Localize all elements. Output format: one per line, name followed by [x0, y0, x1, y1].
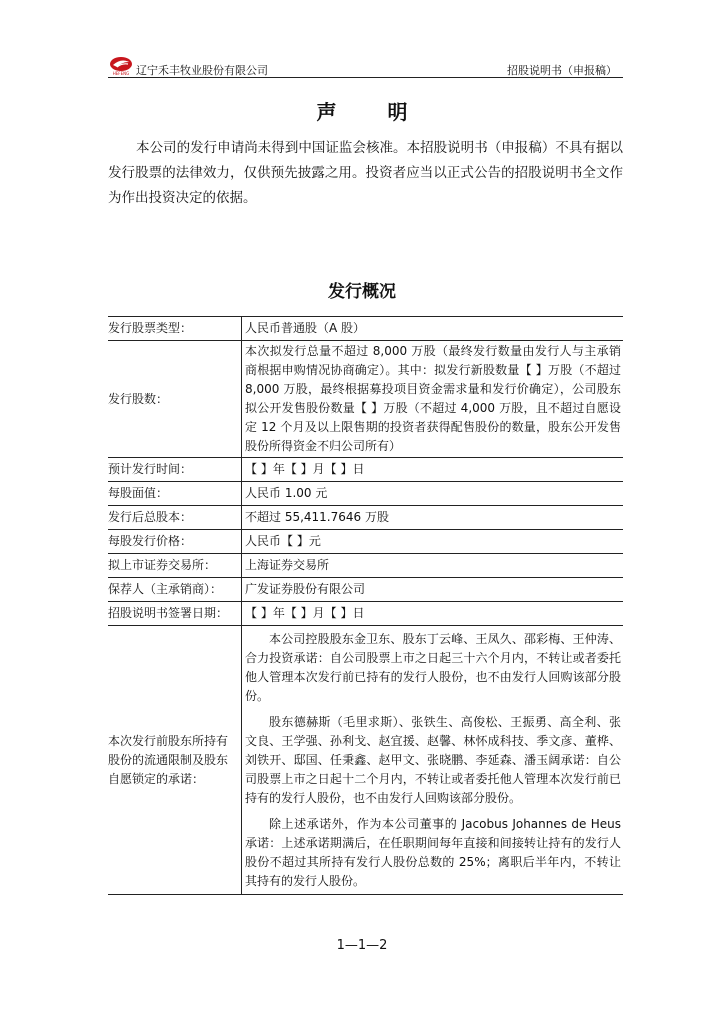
- row-value: 【 】年【 】月【 】日: [242, 458, 624, 482]
- row-value: 人民币 1.00 元: [242, 482, 624, 506]
- table-row-lockup: [108, 626, 623, 895]
- logo-text: HEFENG: [112, 71, 130, 76]
- lockup-paragraph: 本公司控股股东金卫东、股东丁云峰、王凤久、邵彩梅、王仲涛、合力投资承诺：自公司股票上市之日起三十六个月内，不转让或者委托他人管理本次发行前已持有的发行人股份，也不由发行人回购该部分股份。: [245, 632, 621, 703]
- table-row: [108, 578, 623, 602]
- row-label: 每股面值：: [108, 482, 242, 506]
- row-value: 【 】年【 】月【 】日: [242, 602, 624, 626]
- row-label: 招股说明书签署日期：: [108, 602, 242, 626]
- offering-overview-table: [108, 316, 623, 895]
- row-value: 本次拟发行总量不超过 8,000 万股（最终发行数量由发行人与主承销商根据申购情况协商确定）。其中：拟发行新股数量【 】万股（不超过 8,000 万股，最终根据募投项目资金需求量和发行价确定），公司股东拟公开发售股份数量【 】万股（不超过 4,000 万股，且不超过自愿设定 12 个月及以上限售期的投资者获得配售股份的数量，股东公开发售股份所得资金不归公司所有）: [242, 341, 624, 458]
- company-name: 辽宁禾丰牧业股份有限公司: [136, 64, 268, 77]
- table-row: [108, 317, 623, 341]
- table-row: [108, 341, 623, 458]
- overview-title: 发行概况: [328, 282, 396, 302]
- row-label: 保荐人（主承销商）：: [108, 578, 242, 602]
- table-row: [108, 530, 623, 554]
- page-header: [108, 56, 623, 76]
- row-value: 人民币【 】元: [242, 530, 624, 554]
- row-label: 每股发行价格：: [108, 530, 242, 554]
- row-value: 上海证券交易所: [242, 554, 624, 578]
- row-label: 发行后总股本：: [108, 506, 242, 530]
- row-value: 人民币普通股（A 股）: [242, 317, 624, 341]
- header-divider: [108, 77, 623, 78]
- table-row: [108, 554, 623, 578]
- lockup-paragraph: 除上述承诺外，作为本公司董事的 Jacobus Johannes de Heus 承诺：上述承诺期满后，在任职期间每年直接和间接转让持有的发行人股份不超过其所持有发行人股份总数的 25%；离职后半年内，不转让其持有的发行人股份。: [245, 817, 621, 888]
- row-label: 预计发行时间：: [108, 458, 242, 482]
- table-row: [108, 506, 623, 530]
- lockup-paragraph: 股东德赫斯（毛里求斯）、张铁生、高俊松、王振勇、高全利、张文良、王学强、孙利戈、赵宜援、赵馨、林怀成科技、季文彦、董桦、刘铁开、邸国、任秉鑫、赵甲文、张晓鹏、李延森、潘玉阔承诺：自公司股票上市之日起十二个月内，不转让或者委托他人管理本次发行前已持有的发行人股份，也不由发行人回购该部分股份。: [245, 715, 621, 805]
- row-value: 广发证券股份有限公司: [242, 578, 624, 602]
- row-value: 不超过 55,411.7646 万股: [242, 506, 624, 530]
- row-label: 发行股票类型：: [108, 317, 242, 341]
- company-logo-icon: [108, 56, 134, 76]
- row-label: 拟上市证券交易所：: [108, 554, 242, 578]
- declaration-title: 声 明: [316, 100, 430, 124]
- table-row: [108, 458, 623, 482]
- lockup-commitments: [242, 626, 624, 895]
- declaration-text: 本公司的发行申请尚未得到中国证监会核准。本招股说明书（申报稿）不具有据以发行股票的法律效力，仅供预先披露之用。投资者应当以正式公告的招股说明书全文作为作出投资决定的依据。: [108, 140, 623, 206]
- row-label: 发行股数：: [108, 341, 242, 458]
- lockup-label: 本次发行前股东所持有股份的流通限制及股东自愿锁定的承诺：: [108, 626, 242, 895]
- table-row: [108, 482, 623, 506]
- table-row: [108, 602, 623, 626]
- page-number: 1—1—2: [336, 938, 388, 953]
- document-type: 招股说明书（申报稿）: [507, 64, 617, 77]
